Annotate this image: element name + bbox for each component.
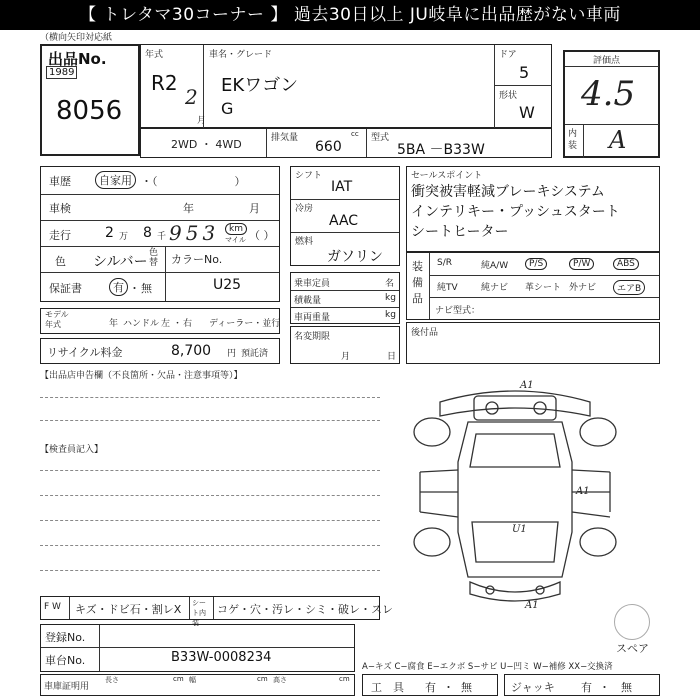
jack-no: 無 <box>621 681 632 694</box>
jack-box: ジャッキ 有 ・ 無 <box>504 674 660 696</box>
sales-point-2: インテリキー・プッシュスタート <box>411 204 620 220</box>
history-selected: 自家用 <box>95 171 136 189</box>
fuel-value: ガソリン <box>327 249 383 265</box>
score-box <box>563 50 660 158</box>
tools-label: 工 具 <box>371 681 404 694</box>
equipment-item: 純TV <box>437 283 458 293</box>
model-year-box: モデル年式 年 ハンドル 左 ・ 右 ディーラー・並行 <box>40 308 280 334</box>
lot-label: 出品No. <box>48 50 107 68</box>
seat-items: コゲ・穴・汚レ・シミ・破レ・スレ <box>217 603 393 616</box>
year-month-unit: 月 <box>197 116 207 126</box>
interior-label: 内装 <box>568 129 578 151</box>
mileage-sen-unit: 千 <box>157 232 167 242</box>
lot-number: 8056 <box>56 96 123 126</box>
tools-yes: 有 <box>425 681 436 694</box>
cert-width-unit: cm <box>257 675 268 683</box>
exhibitor-notes-label: 【出品店申告欄（不良箇所・欠品・注意事項等）】 <box>40 371 243 381</box>
color-no-value: U25 <box>213 277 242 293</box>
recycle-unit: 円 <box>227 349 237 359</box>
name-change-label: 名変期限 <box>294 332 331 342</box>
handle-label: ハンドル <box>123 319 160 329</box>
equipment-item: P/W <box>569 258 594 270</box>
name-change-day: 日 <box>387 352 397 362</box>
inspection-year-unit: 年 <box>183 202 194 215</box>
type-value: 5BA －B33W <box>397 142 485 158</box>
dealer-label: ディーラー・並行 <box>209 319 281 329</box>
sales-point-1: 衝突被害軽減ブレーキシステム <box>411 184 605 200</box>
history-rest: ・（ ） <box>141 175 246 188</box>
shape-value: W <box>519 103 535 122</box>
warranty-sep: ・ <box>129 282 140 295</box>
doors-label: ドア <box>499 50 517 60</box>
cert-height: 高さ <box>273 676 287 684</box>
model-grade: G <box>221 99 234 118</box>
load-label: 積載量 <box>294 296 322 306</box>
load-unit: kg <box>385 293 396 303</box>
nav-type-label: ナビ型式： <box>435 306 481 316</box>
equipment-item: 純A/W <box>481 261 509 271</box>
shift-label: シフト <box>295 171 323 181</box>
sales-points-box <box>406 166 660 252</box>
drive-text: 2WD ・ 4WD <box>171 138 242 151</box>
engine-box <box>140 128 552 158</box>
recycle-value: 8,700 <box>171 343 212 359</box>
fuel-label: 燃料 <box>295 237 314 247</box>
damage-legend: A−キズ C−腐食 E−エクボ S−サビ U−凹ミ W−補修 XX−交換済 <box>362 662 613 672</box>
warranty-no: 無 <box>141 282 152 295</box>
name-change-box <box>290 326 400 364</box>
vehicle-info-box <box>140 44 552 128</box>
inspection-label: 車検 <box>49 202 71 215</box>
mileage-thousand: 8 <box>143 225 152 241</box>
mileage-handwritten: 953 <box>169 221 220 245</box>
tools-no: 無 <box>461 681 472 694</box>
color-label: 色 <box>55 255 66 268</box>
displacement-value: 660 <box>315 139 342 155</box>
damage-items: キズ・ドビ石・割レX <box>75 603 182 616</box>
cert-label: 車庫証明用 <box>44 682 90 692</box>
mileage-unit-km: km <box>225 223 247 235</box>
capacity-label: 乗車定員 <box>294 279 331 289</box>
jack-label: ジャッキ <box>511 681 555 694</box>
equipment-item: P/S <box>525 258 547 270</box>
car-diagram <box>400 372 630 612</box>
recycle-box <box>40 338 280 364</box>
chassis-label: 車台No. <box>45 654 86 667</box>
equipment-item: エアB <box>613 280 645 295</box>
lot-code: 1989 <box>46 66 77 79</box>
equipment-item: 外ナビ <box>569 283 597 293</box>
fw-label: F W <box>44 602 61 612</box>
year-label: 年式 <box>145 50 164 60</box>
damage-row-box <box>40 596 393 627</box>
capacity-box <box>290 272 400 324</box>
handle-left: 左 <box>161 319 171 329</box>
equipment-box <box>406 252 660 320</box>
weight-label: 車両重量 <box>294 313 331 323</box>
cert-length-unit: cm <box>173 675 184 683</box>
cert-width: 幅 <box>189 676 196 684</box>
seat-label: シート内装 <box>192 599 206 627</box>
shift-value: IAT <box>331 179 353 195</box>
registration-box <box>40 624 355 672</box>
color-no-label: カラーNo. <box>171 253 223 266</box>
displacement-label: 排気量 <box>271 133 299 143</box>
mark-u1-center: U1 <box>512 524 527 535</box>
type-label: 型式 <box>371 133 390 143</box>
banner-title: 【 トレタマ30コーナー 】 過去30日以上 JU岐阜に出品歴がない車両 <box>0 0 700 30</box>
header-partial-text: （横向矢印対応紙 <box>40 33 113 43</box>
mileage-label: 走行 <box>49 229 71 242</box>
mileage-paren: （ ） <box>249 229 275 242</box>
mark-a1-right: A1 <box>576 486 590 497</box>
score-value: 4.5 <box>581 74 636 114</box>
model-year-label: モデル年式 <box>45 310 69 329</box>
mark-a1-rear: A1 <box>525 600 539 611</box>
history-box <box>40 166 280 302</box>
model-label: 車名・グレード <box>209 50 273 60</box>
inspector-notes-label: 【検査員記入】 <box>40 445 104 455</box>
color-value: シルバー <box>93 254 148 270</box>
sales-points-label: セールスポイント <box>411 171 483 181</box>
history-label: 車歴 <box>49 175 71 188</box>
name-change-unit: 月 <box>341 352 351 362</box>
equipment-label: 装備品 <box>412 260 423 305</box>
score-label: 評価点 <box>593 56 621 66</box>
after-items-box <box>406 322 660 364</box>
shift-box <box>290 166 400 266</box>
handle-right: 右 <box>183 319 193 329</box>
cert-box <box>40 674 355 696</box>
equipment-item: 革シート <box>525 283 562 293</box>
mileage-man: 2 <box>105 225 114 241</box>
recycle-label: リサイクル料金 <box>47 346 123 359</box>
interior-value: A <box>609 126 627 154</box>
lot-box <box>40 44 140 156</box>
model-name: EKワゴン <box>221 75 299 96</box>
cert-height-unit: cm <box>339 675 350 683</box>
year-month: 2 <box>185 85 198 109</box>
capacity-unit: 名 <box>385 279 395 289</box>
equipment-item: S/R <box>437 258 452 268</box>
displacement-unit: cc <box>351 130 359 138</box>
after-items-label: 後付品 <box>411 328 439 338</box>
chassis-value: B33W-0008234 <box>171 650 272 665</box>
shape-label: 形状 <box>499 91 518 101</box>
doors-value: 5 <box>519 63 530 82</box>
ac-label: 冷房 <box>295 204 314 214</box>
year-era: R2 <box>151 71 178 95</box>
color-change-label: 色替 <box>149 248 159 268</box>
registration-label: 登録No. <box>45 631 86 644</box>
ac-value: AAC <box>329 213 359 229</box>
model-year-unit: 年 <box>109 319 119 329</box>
spare-label: スペア <box>616 642 649 655</box>
weight-unit: kg <box>385 310 396 320</box>
spare-tire-icon <box>614 604 650 640</box>
jack-yes: 有 <box>581 681 592 694</box>
cert-length: 長さ <box>105 676 119 684</box>
warranty-yes: 有 <box>109 278 128 296</box>
mark-a1-front: A1 <box>520 380 534 391</box>
equipment-item: ABS <box>613 258 639 270</box>
tools-box: 工 具 有 ・ 無 <box>362 674 498 696</box>
mileage-man-unit: 万 <box>119 232 129 242</box>
warranty-label: 保証書 <box>49 282 82 295</box>
sales-point-3: シートヒーター <box>411 224 509 240</box>
equipment-item: 純ナビ <box>481 283 509 293</box>
recycle-note: 預託済 <box>241 349 269 359</box>
mileage-unit-mile: マイル <box>225 236 246 244</box>
inspection-month-unit: 月 <box>249 202 260 215</box>
